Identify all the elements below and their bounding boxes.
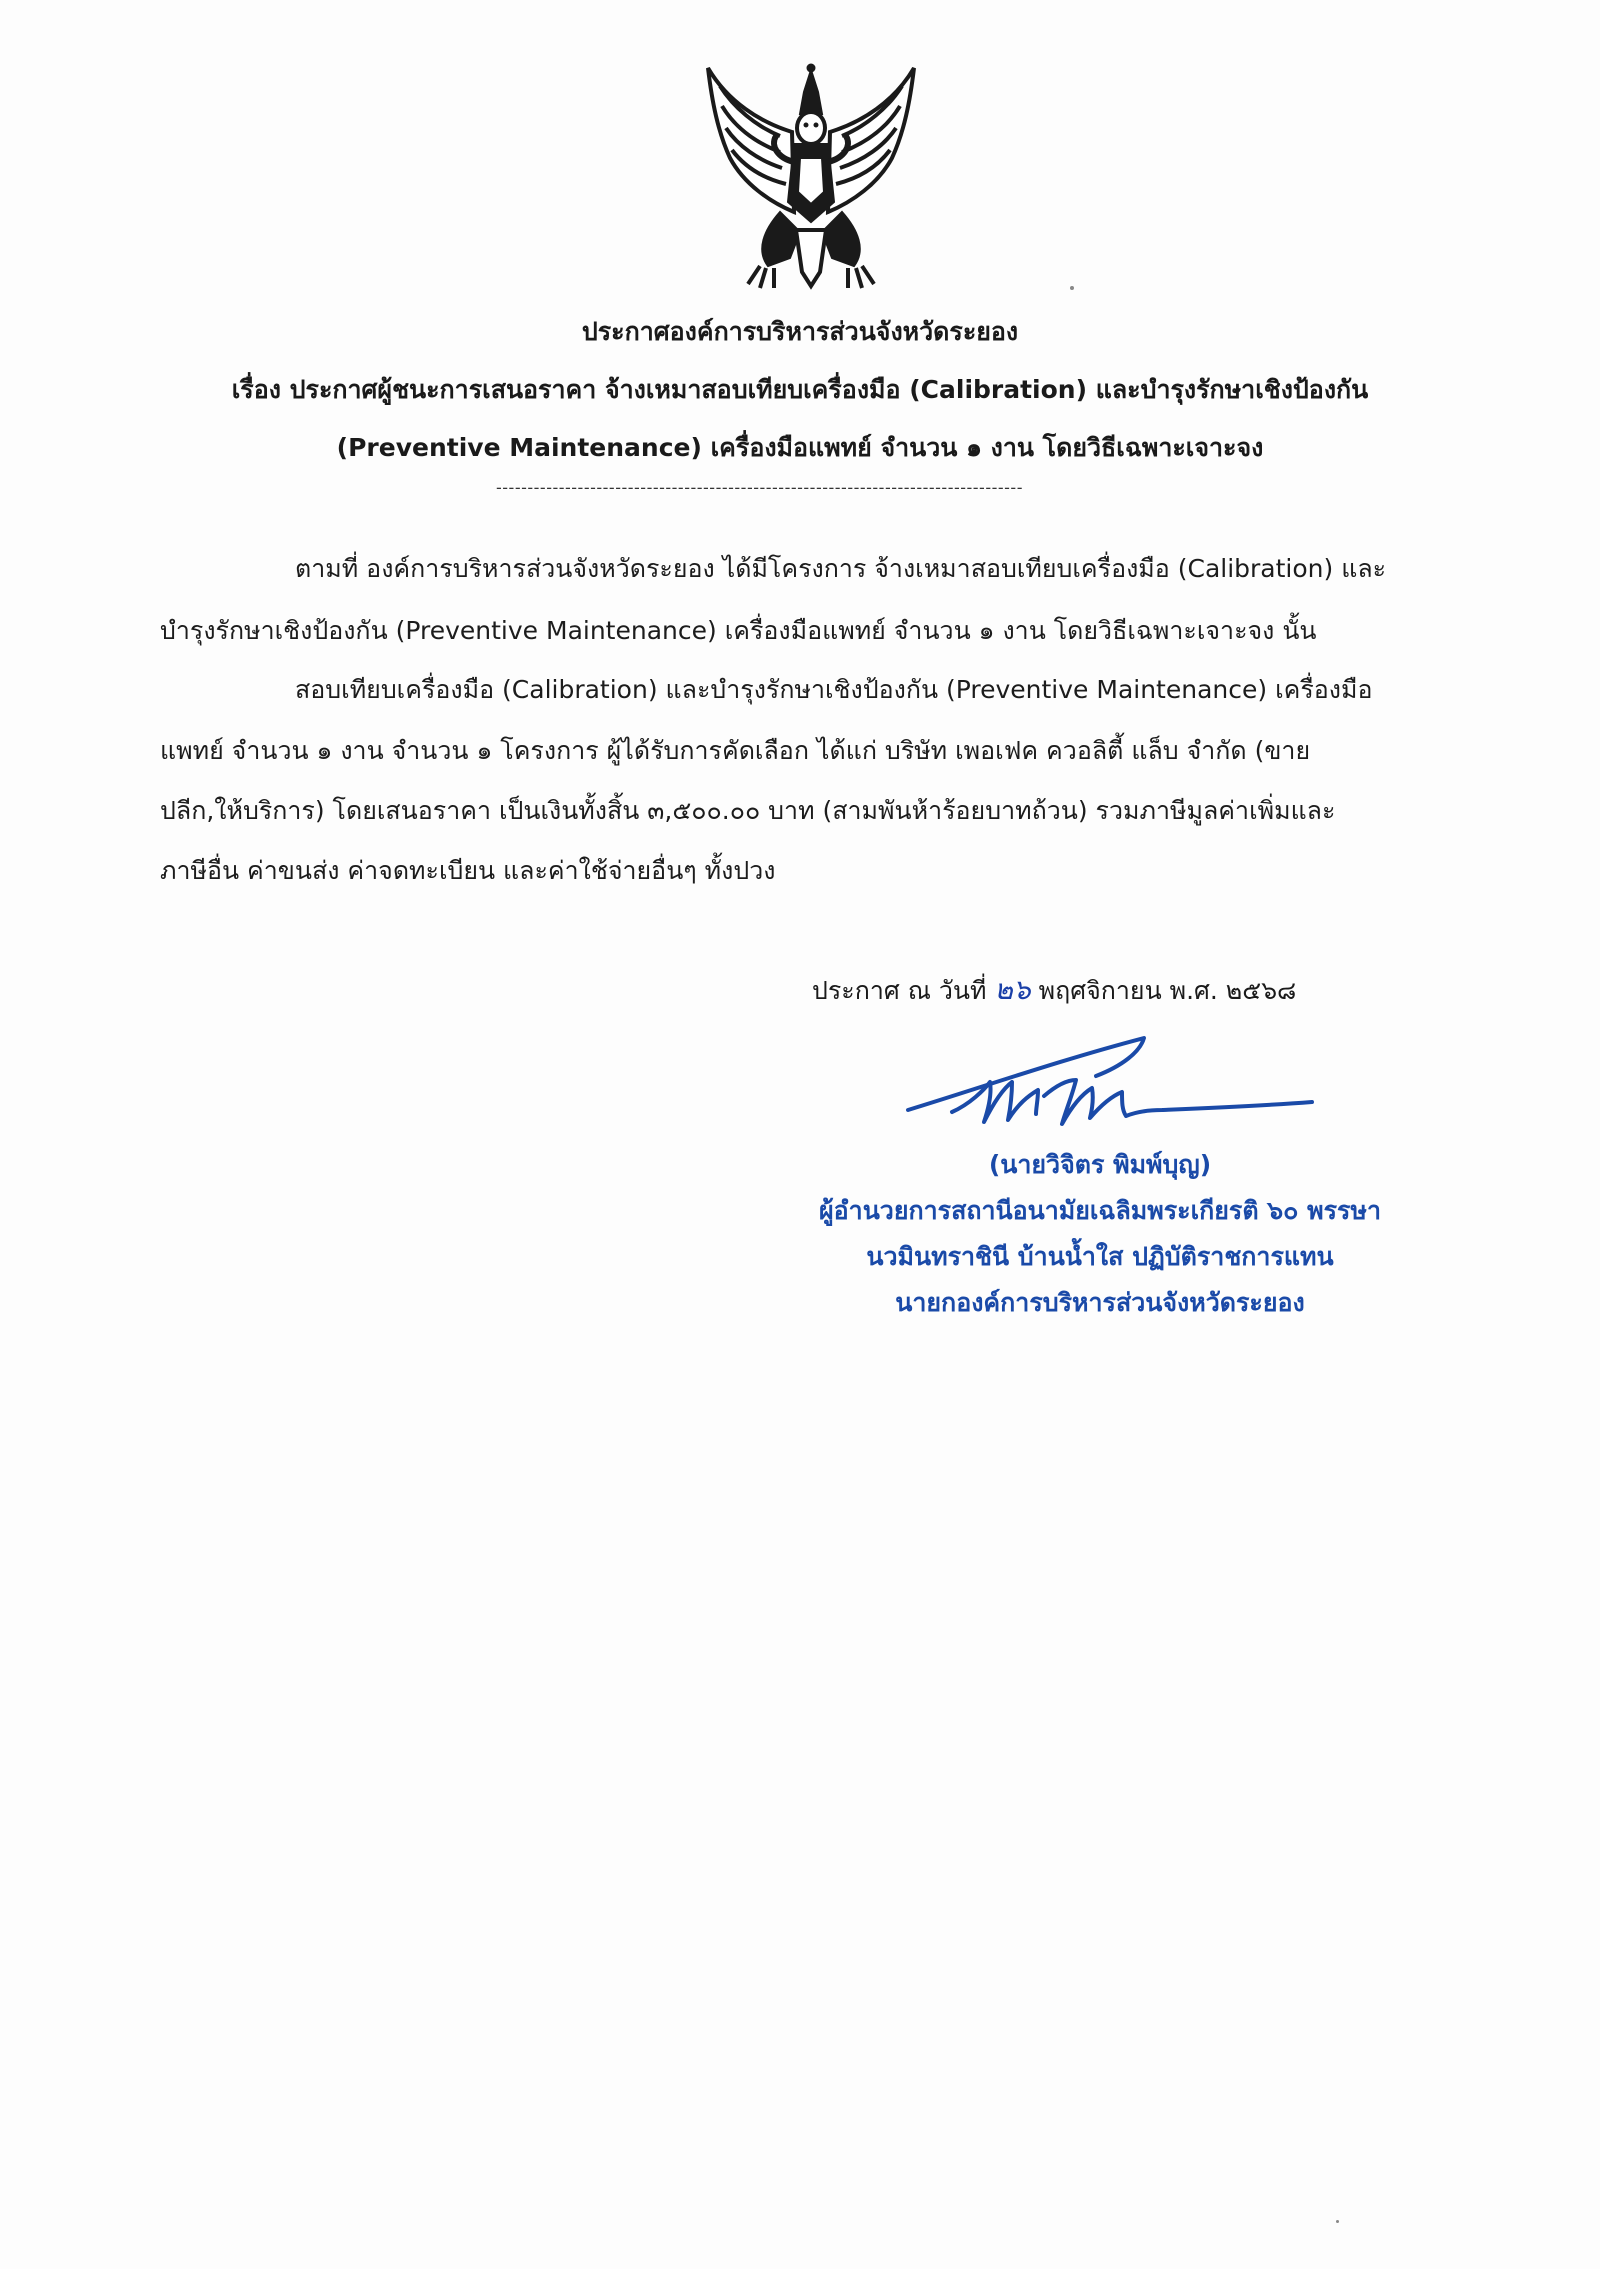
signatory-name: (นายวิจิตร พิมพ์บุญ) xyxy=(988,1150,1212,1179)
signatory-position-3: นายกองค์การบริหารส่วนจังหวัดระยอง xyxy=(895,1288,1305,1317)
date-day-handwritten: ๒๖ xyxy=(994,973,1031,1006)
announcement-title: ประกาศองค์การบริหารส่วนจังหวัดระยอง xyxy=(581,317,1019,346)
body-line-5: ปลีก,ให้บริการ) โดยเสนอราคา เป็นเงินทั้งสิ้น ๓,๕๐๐.๐๐ บาท (สามพันห้าร้อยบาทถ้วน) รวมภาษีมูลค่าเพิ่มและ xyxy=(160,796,1336,825)
scan-speck xyxy=(1070,286,1074,290)
announcement-date xyxy=(812,970,1296,1011)
signature-icon xyxy=(900,1030,1320,1140)
body-line-4: แพทย์ จำนวน ๑ งาน จำนวน ๑ โครงการ ผู้ได้รับการคัดเลือก ได้แก่ บริษัท เพอเฟค ควอลิตี้ แล็บ จำกัด (ขาย xyxy=(160,736,1311,765)
date-suffix: พฤศจิกายน พ.ศ. ๒๕๖๘ xyxy=(1038,976,1297,1005)
body-line-1: ตามที่ องค์การบริหารส่วนจังหวัดระยอง ได้มีโครงการ จ้างเหมาสอบเทียบเครื่องมือ (Calibration) และ xyxy=(295,554,1387,583)
body-line-3: สอบเทียบเครื่องมือ (Calibration) และบำรุงรักษาเชิงป้องกัน (Preventive Maintenance) เครื่องมือ xyxy=(295,675,1373,704)
date-prefix: ประกาศ ณ วันที่ xyxy=(812,976,987,1005)
signatory-position-1: ผู้อำนวยการสถานีอนามัยเฉลิมพระเกียรติ ๖๐ พรรษา xyxy=(819,1196,1381,1225)
divider-rule: ------------------------------------------------------------------------------------ xyxy=(496,478,1023,497)
body-line-6: ภาษีอื่น ค่าขนส่ง ค่าจดทะเบียน และค่าใช้จ่ายอื่นๆ ทั้งปวง xyxy=(160,856,776,885)
subject-line-1: เรื่อง ประกาศผู้ชนะการเสนอราคา จ้างเหมาสอบเทียบเครื่องมือ (Calibration) และบำรุงรักษาเชิงป้องกัน xyxy=(231,375,1369,404)
body-line-2: บำรุงรักษาเชิงป้องกัน (Preventive Maintenance) เครื่องมือแพทย์ จำนวน ๑ งาน โดยวิธีเฉพาะเจาะจง นั้น xyxy=(160,616,1317,645)
subject-line-2: (Preventive Maintenance) เครื่องมือแพทย์ จำนวน ๑ งาน โดยวิธีเฉพาะเจาะจง xyxy=(336,433,1264,462)
garuda-emblem-icon xyxy=(700,62,922,294)
scan-speck xyxy=(1336,2220,1339,2223)
signatory-position-2: นวมินทราชินี บ้านน้ำใส ปฏิบัติราชการแทน xyxy=(866,1242,1334,1271)
